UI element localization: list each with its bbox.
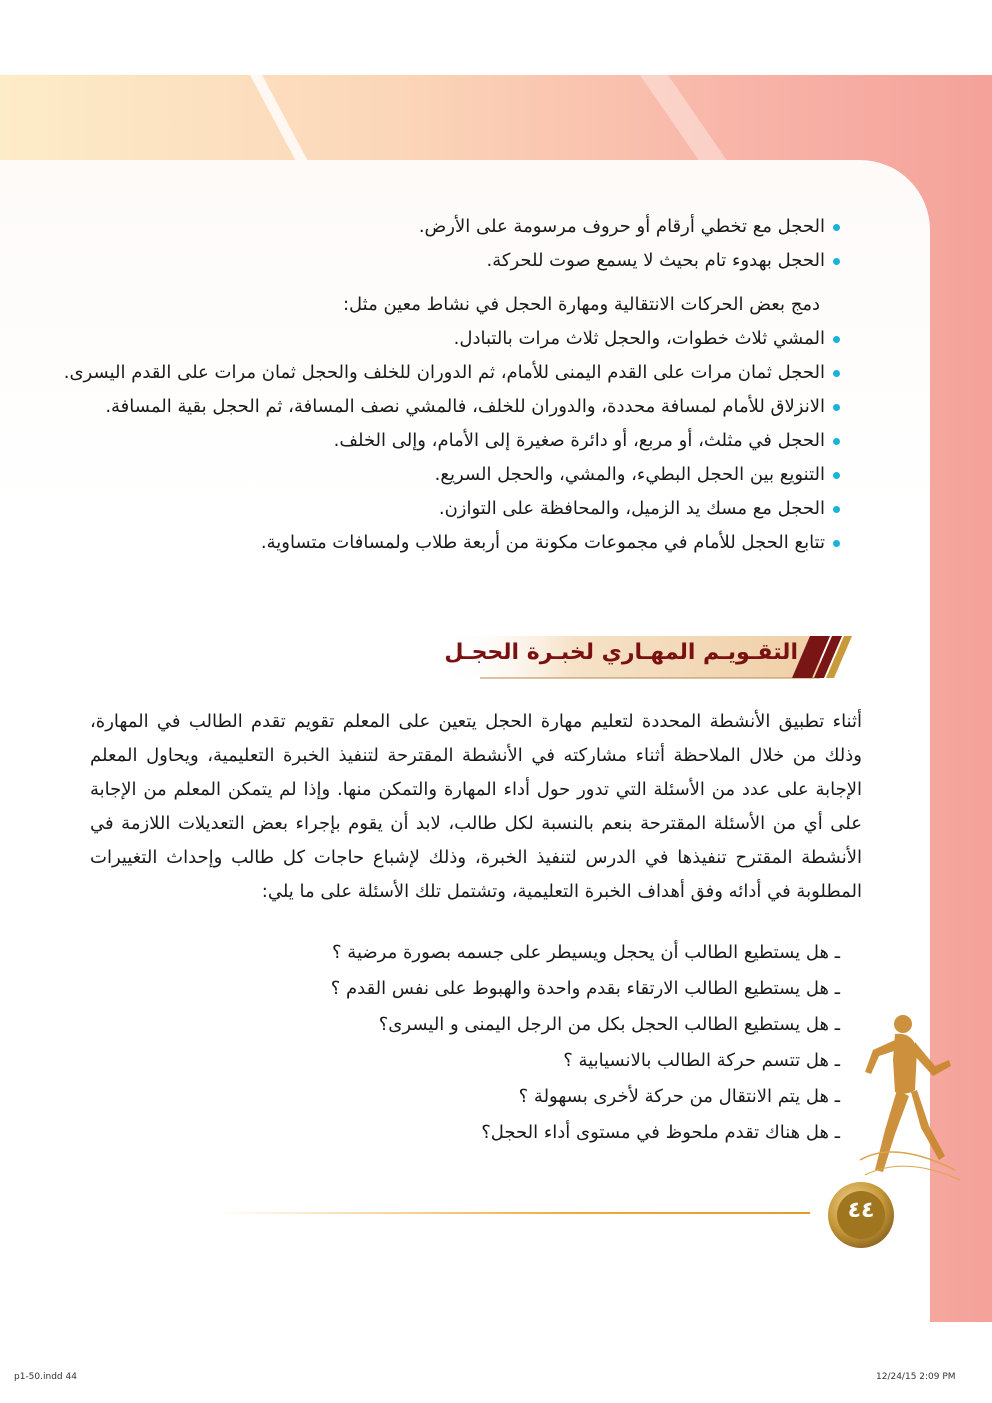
list-item: ـ هل يتم الانتقال من حركة لأخرى بسهولة ؟ [518, 1086, 840, 1107]
page-number: ٤٤ [847, 1198, 875, 1223]
bullet-icon [833, 258, 840, 265]
bullet-icon [833, 336, 840, 343]
footer-divider [215, 1212, 810, 1214]
list-item: المشي ثلاث خطوات، والحجل ثلاث مرات بالتبادل. [80, 322, 840, 356]
list-item: الحجل بهدوء تام بحيث لا يسمع صوت للحركة. [80, 244, 840, 278]
list-item: الحجل مع تخطي أرقام أو حروف مرسومة على الأرض. [80, 210, 840, 244]
list-item: ـ هل يستطيع الطالب الحجل بكل من الرجل اليمنى و اليسرى؟ [378, 1014, 840, 1035]
list-item: الحجل في مثلث، أو مربع، أو دائرة صغيرة إلى الأمام، وإلى الخلف. [80, 424, 840, 458]
bullet-icon [833, 540, 840, 547]
print-slug-date: 12/24/15 2:09 PM [876, 1372, 956, 1382]
list-item: ـ هل هناك تقدم ملحوظ في مستوى أداء الحجل؟ [481, 1122, 840, 1143]
intro-text: دمج بعض الحركات الانتقالية ومهارة الحجل في نشاط معين مثل: [342, 294, 820, 315]
list-item: الحجل مع مسك يد الزميل، والمحافظة على التوازن. [80, 492, 840, 526]
list-item: تتابع الحجل للأمام في مجموعات مكونة من أربعة طلاب ولمسافات متساوية. [80, 526, 840, 560]
list-item: الانزلاق للأمام لمسافة محددة، والدوران للخلف، فالمشي نصف المسافة، ثم الحجل بقية المسافة. [80, 390, 840, 424]
questions-list [120, 935, 840, 1151]
runner-icon [855, 1010, 965, 1185]
print-slug-file: p1-50.indd 44 [14, 1372, 77, 1382]
bullet-icon [833, 506, 840, 513]
bullet-icon [833, 438, 840, 445]
bullet-icon [833, 472, 840, 479]
list-item: التنويع بين الحجل البطيء، والمشي، والحجل السريع. [80, 458, 840, 492]
section-title: التقـويـم المهـاري لخبـرة الحجـل [444, 640, 798, 665]
list-item: ـ هل يستطيع الطالب أن يحجل ويسيطر على جسمه بصورة مرضية ؟ [332, 942, 840, 963]
list-item: الحجل ثمان مرات على القدم اليمنى للأمام، ثم الدوران للخلف والحجل ثمان مرات على القدم اليسرى. [80, 356, 840, 390]
bullet-icon [833, 370, 840, 377]
body-paragraph: أثناء تطبيق الأنشطة المحددة لتعليم مهارة الحجل يتعين على المعلم تقويم تقدم الطالب في المهارة، وذلك من خلال الملاحظة أثناء مشاركته في الأنشطة المقترحة لتنفيذ الخبرة التعليمية، ويحاول المعلم الإجابة على عدد من الأسئلة التي تدور حول أداء المهارة والتمكن منها. وإذا لم يتمكن المعلم من الإجابة على أي من الأسئلة المقترحة بنعم بالنسبة لكل طالب، لابد أن يقوم بإجراء بعض التعديلات اللازمة في الأنشطة المقترح تنفيذها في الدرس لتنفيذ الخبرة، وذلك لإشباع حاجات كل طالب وإحداث التغييرات المطلوبة في أدائه وفق أهداف الخبرة التعليمية، وتشتمل تلك الأسئلة على ما يلي: [90, 711, 862, 902]
section-heading [440, 630, 860, 684]
list-item: ـ هل تتسم حركة الطالب بالانسيابية ؟ [563, 1050, 840, 1071]
bullet-icon [833, 224, 840, 231]
list-item: ـ هل يستطيع الطالب الارتقاء بقدم واحدة والهبوط على نفس القدم ؟ [330, 978, 840, 999]
bullet-icon [833, 404, 840, 411]
decorative-stripes [0, 75, 992, 165]
activity-list [63, 210, 840, 560]
